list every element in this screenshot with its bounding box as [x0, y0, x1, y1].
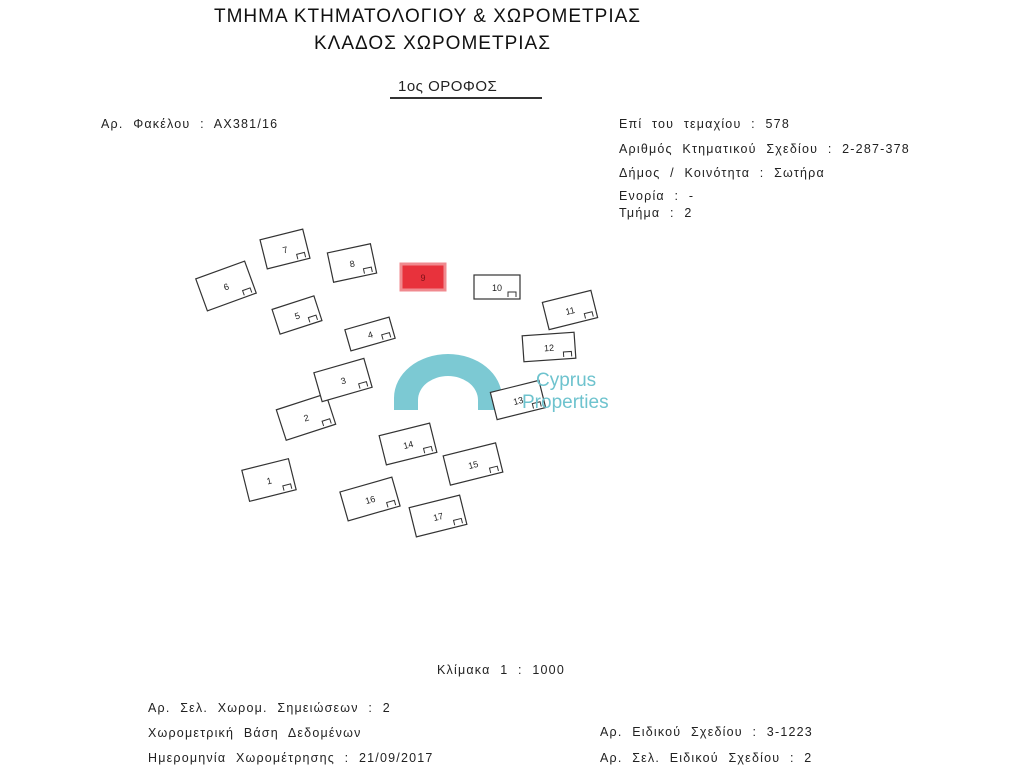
survey-notes-sheet: Αρ. Σελ. Χωρομ. Σημειώσεων : 2 — [148, 701, 391, 715]
parish: Ενορία : - — [619, 189, 695, 203]
unit-number: 2 — [302, 412, 311, 424]
survey-database: Χωρομετρική Βάση Δεδομένων — [148, 726, 362, 740]
unit-10 — [474, 275, 520, 299]
department-title: ΤΜΗΜΑ ΚΤΗΜΑΤΟΛΟΓΙΟΥ & ΧΩΡΟΜΕΤΡΙΑΣ — [214, 6, 642, 27]
watermark-text — [522, 370, 609, 414]
survey-date: Ημερομηνία Χωρομέτρησης : 21/09/2017 — [148, 751, 434, 765]
unit-14 — [379, 423, 437, 465]
unit-number: 8 — [348, 258, 356, 270]
unit-7 — [260, 229, 310, 269]
unit-number: 16 — [364, 493, 377, 507]
unit-16 — [340, 477, 400, 521]
unit-number: 1 — [265, 475, 273, 487]
unit-8 — [327, 244, 376, 282]
unit-number: 9 — [420, 273, 426, 283]
watermark-line-2: Properties — [522, 392, 609, 413]
unit-number: 15 — [467, 458, 480, 472]
unit-number: 12 — [543, 342, 555, 354]
unit-4 — [345, 317, 395, 351]
floor-title: 1ος ΟΡΟΦΟΣ — [398, 78, 498, 95]
unit-9 — [401, 264, 445, 290]
unit-3 — [314, 358, 372, 401]
cadastral-plan-number: Αριθμός Κτηματικού Σχεδίου : 2-287-378 — [619, 142, 910, 156]
unit-number: 6 — [222, 281, 231, 293]
unit-number: 14 — [402, 438, 415, 452]
watermark-logo-arc — [394, 354, 502, 410]
unit-1 — [242, 459, 296, 502]
unit-17 — [409, 495, 467, 537]
unit-number: 4 — [366, 329, 375, 341]
file-number: Αρ. Φακέλου : ΑΧ381/16 — [101, 117, 279, 131]
special-plan-number: Αρ. Ειδικού Σχεδίου : 3-1223 — [600, 725, 813, 739]
unit-number: 17 — [432, 510, 445, 524]
section: Τμήμα : 2 — [619, 206, 693, 220]
unit-number: 7 — [281, 244, 289, 256]
unit-number: 3 — [339, 375, 348, 387]
scale-label: Κλίμακα 1 : 1000 — [437, 663, 565, 677]
unit-number: 5 — [293, 310, 302, 322]
plot-number: Επί του τεμαχίου : 578 — [619, 117, 790, 131]
unit-number: 10 — [491, 283, 503, 293]
unit-15 — [443, 443, 503, 485]
branch-title: ΚΛΑΔΟΣ ΧΩΡΟΜΕΤΡΙΑΣ — [314, 33, 551, 54]
special-plan-sheet: Αρ. Σελ. Ειδικού Σχεδίου : 2 — [600, 751, 813, 765]
unit-6 — [196, 261, 256, 311]
watermark-line-1: Cyprus — [536, 370, 597, 391]
unit-number: 11 — [564, 304, 576, 317]
unit-11 — [542, 290, 597, 329]
municipality: Δήμος / Κοινότητα : Σωτήρα — [619, 166, 825, 180]
unit-number: 13 — [512, 394, 525, 408]
unit-5 — [272, 296, 322, 334]
unit-12 — [522, 332, 576, 362]
